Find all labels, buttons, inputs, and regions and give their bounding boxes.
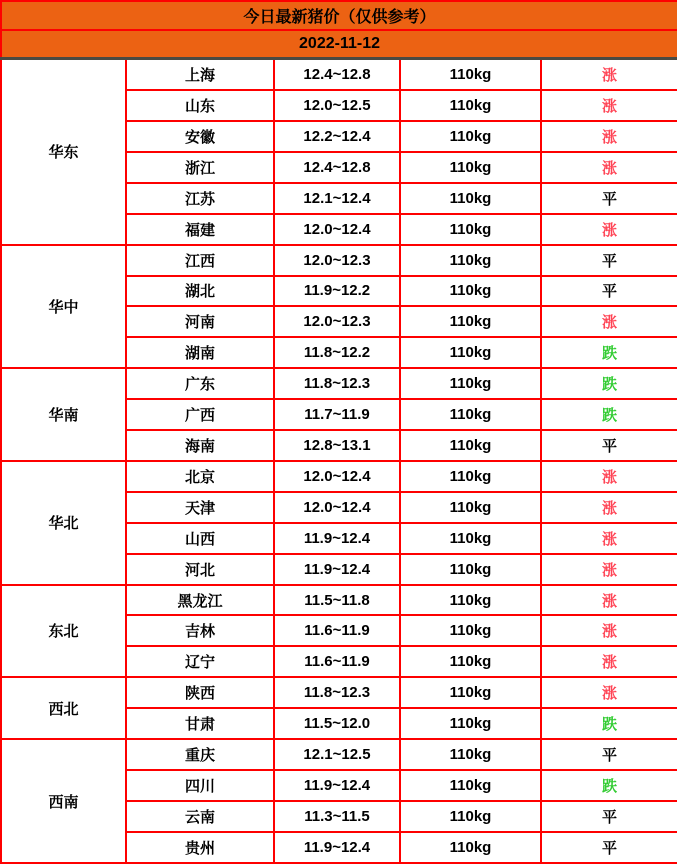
province-cell: 河南: [126, 306, 274, 337]
region-cell: 西南: [1, 739, 126, 863]
trend-cell: 涨: [541, 59, 677, 91]
trend-cell: 涨: [541, 152, 677, 183]
trend-cell: 涨: [541, 523, 677, 554]
price-range-cell: 11.9~12.4: [274, 554, 400, 585]
region-cell: 东北: [1, 585, 126, 678]
province-cell: 广东: [126, 368, 274, 399]
trend-cell: 平: [541, 183, 677, 214]
trend-cell: 平: [541, 832, 677, 863]
price-range-cell: 12.0~12.5: [274, 90, 400, 121]
region-cell: 西北: [1, 677, 126, 739]
province-cell: 北京: [126, 461, 274, 492]
weight-cell: 110kg: [400, 245, 541, 276]
trend-cell: 跌: [541, 770, 677, 801]
province-cell: 重庆: [126, 739, 274, 770]
price-range-cell: 11.8~12.3: [274, 677, 400, 708]
trend-cell: 涨: [541, 90, 677, 121]
price-range-cell: 11.6~11.9: [274, 615, 400, 646]
trend-cell: 涨: [541, 121, 677, 152]
page-title: 今日最新猪价（仅供参考）: [1, 1, 677, 30]
table-row: [1, 677, 677, 708]
date-label: 2022-11-12: [1, 30, 677, 59]
province-cell: 山东: [126, 90, 274, 121]
trend-cell: 涨: [541, 306, 677, 337]
table-row: [1, 585, 677, 616]
weight-cell: 110kg: [400, 121, 541, 152]
price-range-cell: 11.9~12.4: [274, 832, 400, 863]
weight-cell: 110kg: [400, 276, 541, 307]
province-cell: 甘肃: [126, 708, 274, 739]
trend-cell: 平: [541, 276, 677, 307]
trend-cell: 平: [541, 801, 677, 832]
province-cell: 上海: [126, 59, 274, 91]
price-range-cell: 11.5~11.8: [274, 585, 400, 616]
price-range-cell: 12.4~12.8: [274, 59, 400, 91]
region-cell: 华中: [1, 245, 126, 369]
price-range-cell: 11.6~11.9: [274, 646, 400, 677]
weight-cell: 110kg: [400, 183, 541, 214]
province-cell: 安徽: [126, 121, 274, 152]
weight-cell: 110kg: [400, 739, 541, 770]
province-cell: 福建: [126, 214, 274, 245]
weight-cell: 110kg: [400, 585, 541, 616]
price-range-cell: 12.8~13.1: [274, 430, 400, 461]
table-row: [1, 368, 677, 399]
province-cell: 云南: [126, 801, 274, 832]
title-row: [1, 1, 677, 30]
price-range-cell: 12.1~12.4: [274, 183, 400, 214]
trend-cell: 涨: [541, 214, 677, 245]
weight-cell: 110kg: [400, 214, 541, 245]
price-range-cell: 12.1~12.5: [274, 739, 400, 770]
table-row: [1, 739, 677, 770]
price-range-cell: 12.2~12.4: [274, 121, 400, 152]
weight-cell: 110kg: [400, 770, 541, 801]
weight-cell: 110kg: [400, 306, 541, 337]
price-range-cell: 12.4~12.8: [274, 152, 400, 183]
trend-cell: 跌: [541, 337, 677, 368]
weight-cell: 110kg: [400, 677, 541, 708]
price-range-cell: 11.7~11.9: [274, 399, 400, 430]
region-cell: 华南: [1, 368, 126, 461]
weight-cell: 110kg: [400, 59, 541, 91]
table-row: [1, 461, 677, 492]
weight-cell: 110kg: [400, 461, 541, 492]
province-cell: 贵州: [126, 832, 274, 863]
trend-cell: 跌: [541, 399, 677, 430]
weight-cell: 110kg: [400, 152, 541, 183]
weight-cell: 110kg: [400, 801, 541, 832]
province-cell: 湖北: [126, 276, 274, 307]
province-cell: 广西: [126, 399, 274, 430]
province-cell: 辽宁: [126, 646, 274, 677]
weight-cell: 110kg: [400, 646, 541, 677]
province-cell: 陕西: [126, 677, 274, 708]
region-cell: 华北: [1, 461, 126, 585]
trend-cell: 涨: [541, 646, 677, 677]
price-range-cell: 11.8~12.2: [274, 337, 400, 368]
trend-cell: 涨: [541, 677, 677, 708]
weight-cell: 110kg: [400, 554, 541, 585]
weight-cell: 110kg: [400, 832, 541, 863]
price-range-cell: 12.0~12.4: [274, 492, 400, 523]
province-cell: 吉林: [126, 615, 274, 646]
trend-cell: 跌: [541, 708, 677, 739]
price-range-cell: 12.0~12.4: [274, 461, 400, 492]
price-range-cell: 12.0~12.3: [274, 245, 400, 276]
region-cell: 华东: [1, 59, 126, 245]
weight-cell: 110kg: [400, 368, 541, 399]
price-range-cell: 11.9~12.4: [274, 770, 400, 801]
province-cell: 四川: [126, 770, 274, 801]
price-range-cell: 11.3~11.5: [274, 801, 400, 832]
weight-cell: 110kg: [400, 90, 541, 121]
province-cell: 山西: [126, 523, 274, 554]
trend-cell: 涨: [541, 615, 677, 646]
province-cell: 河北: [126, 554, 274, 585]
weight-cell: 110kg: [400, 523, 541, 554]
province-cell: 黑龙江: [126, 585, 274, 616]
price-range-cell: 11.9~12.4: [274, 523, 400, 554]
price-range-cell: 11.8~12.3: [274, 368, 400, 399]
province-cell: 浙江: [126, 152, 274, 183]
province-cell: 江苏: [126, 183, 274, 214]
price-range-cell: 11.5~12.0: [274, 708, 400, 739]
weight-cell: 110kg: [400, 399, 541, 430]
price-table-body: [1, 1, 677, 863]
date-row: [1, 30, 677, 59]
province-cell: 湖南: [126, 337, 274, 368]
trend-cell: 平: [541, 739, 677, 770]
trend-cell: 涨: [541, 492, 677, 523]
table-row: [1, 59, 677, 91]
trend-cell: 平: [541, 430, 677, 461]
price-range-cell: 11.9~12.2: [274, 276, 400, 307]
trend-cell: 涨: [541, 585, 677, 616]
province-cell: 海南: [126, 430, 274, 461]
table-row: [1, 245, 677, 276]
trend-cell: 涨: [541, 461, 677, 492]
price-range-cell: 12.0~12.3: [274, 306, 400, 337]
weight-cell: 110kg: [400, 708, 541, 739]
weight-cell: 110kg: [400, 430, 541, 461]
trend-cell: 平: [541, 245, 677, 276]
province-cell: 江西: [126, 245, 274, 276]
trend-cell: 涨: [541, 554, 677, 585]
weight-cell: 110kg: [400, 492, 541, 523]
trend-cell: 跌: [541, 368, 677, 399]
price-range-cell: 12.0~12.4: [274, 214, 400, 245]
province-cell: 天津: [126, 492, 274, 523]
weight-cell: 110kg: [400, 615, 541, 646]
weight-cell: 110kg: [400, 337, 541, 368]
